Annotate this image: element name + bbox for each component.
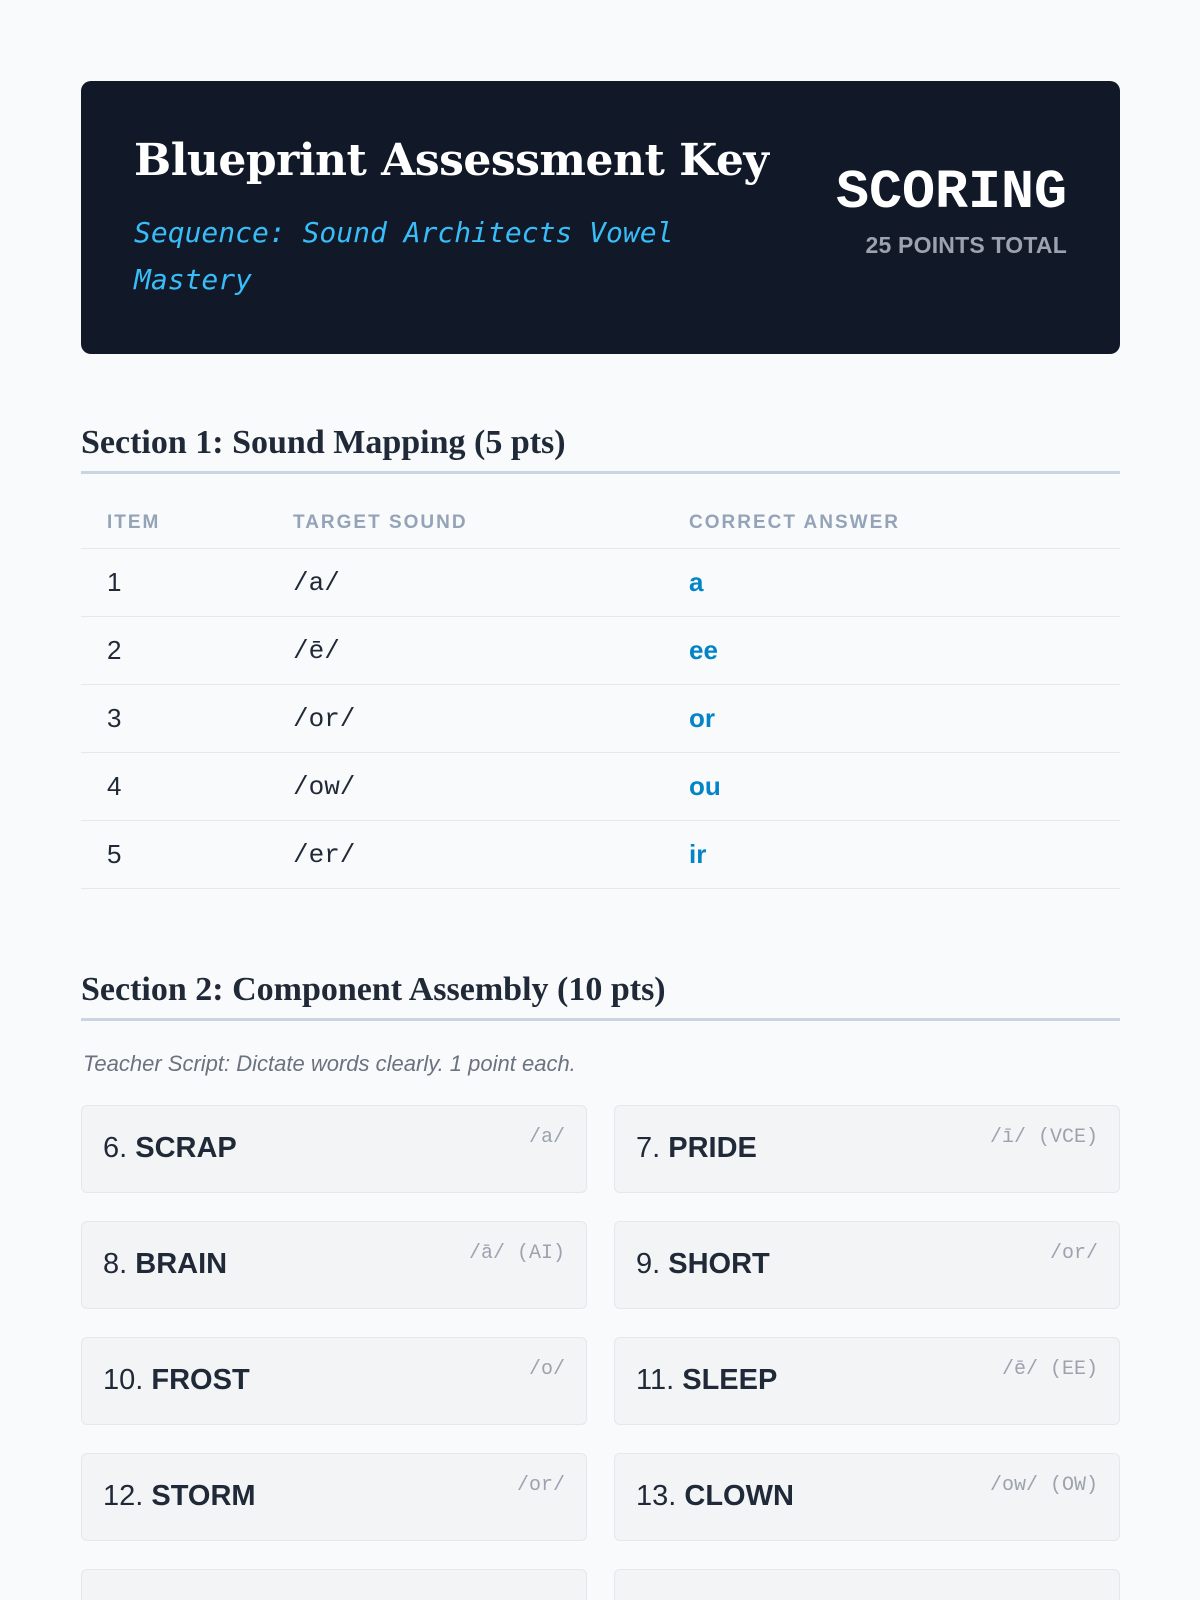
correct-answer: or (663, 685, 1120, 753)
word-number: 8. (103, 1248, 128, 1281)
dictation-word: PRIDE (668, 1132, 757, 1165)
points-total: 25 POINTS TOTAL (865, 232, 1067, 258)
section-1-heading: Section 1: Sound Mapping (5 pts) (81, 424, 1120, 474)
word-card (614, 1337, 1120, 1425)
scoring-label: SCORING (835, 161, 1067, 224)
word-entry (103, 1248, 227, 1281)
phonics-pattern: /or/ (516, 1474, 565, 1498)
word-entry (636, 1480, 794, 1513)
correct-answer: ee (663, 617, 1120, 685)
word-entry (103, 1364, 250, 1397)
word-number: 7. (636, 1132, 661, 1165)
item-number: 4 (81, 753, 267, 821)
table-row (81, 617, 1120, 685)
target-sound: /er/ (267, 821, 663, 889)
dictation-word: STORM (151, 1480, 256, 1513)
table-row (81, 549, 1120, 617)
page-content (81, 81, 1120, 1513)
header-banner (81, 81, 1120, 354)
word-number: 10. (103, 1364, 144, 1397)
word-card (614, 1453, 1120, 1541)
phonics-pattern: /ow/ (OW) (989, 1474, 1098, 1498)
word-card (81, 1337, 587, 1425)
item-number: 1 (81, 549, 267, 617)
item-number: 5 (81, 821, 267, 889)
word-entry (636, 1248, 770, 1281)
dictation-word: CLOWN (684, 1480, 794, 1513)
word-number: 6. (103, 1132, 128, 1165)
section-component-assembly (81, 971, 1120, 1600)
column-header-target-sound: TARGET SOUND (267, 500, 663, 549)
section-sound-mapping (81, 424, 1120, 889)
word-card (614, 1105, 1120, 1193)
teacher-script: Teacher Script: Dictate words clearly. 1 point each. (83, 1051, 576, 1077)
word-card (81, 1453, 587, 1541)
table-row (81, 685, 1120, 753)
word-card (614, 1221, 1120, 1309)
word-number: 12. (103, 1480, 144, 1513)
column-header-correct-answer: CORRECT ANSWER (663, 500, 1120, 549)
word-number: 11. (636, 1364, 675, 1397)
phonics-pattern: /or/ (1049, 1242, 1098, 1266)
word-card-partial (614, 1569, 1120, 1600)
target-sound: /or/ (267, 685, 663, 753)
word-entry (103, 1132, 237, 1165)
target-sound: /a/ (267, 549, 663, 617)
column-header-item: ITEM (81, 500, 267, 549)
phonics-pattern: /ē/ (EE) (1001, 1358, 1098, 1382)
word-entry (103, 1480, 256, 1513)
correct-answer: ou (663, 753, 1120, 821)
word-card (81, 1221, 587, 1309)
phonics-pattern: /ā/ (AI) (468, 1242, 565, 1266)
dictation-word: SLEEP (682, 1364, 778, 1397)
dictation-word: FROST (151, 1364, 250, 1397)
table-header-row (81, 500, 1120, 549)
sequence-subtitle: Sequence: Sound Architects Vowel Mastery (134, 216, 674, 296)
word-entry (636, 1132, 757, 1165)
word-number: 13. (636, 1480, 677, 1513)
target-sound: /ē/ (267, 617, 663, 685)
word-number: 9. (636, 1248, 661, 1281)
dictation-word-grid (81, 1105, 1120, 1600)
page-title: Blueprint Assessment Key (134, 135, 769, 186)
dictation-word: SHORT (668, 1248, 770, 1281)
word-card (81, 1105, 587, 1193)
correct-answer: ir (663, 821, 1120, 889)
correct-answer: a (663, 549, 1120, 617)
table-row (81, 753, 1120, 821)
phonics-pattern: /ī/ (VCE) (989, 1126, 1098, 1150)
scoring-summary (835, 161, 1067, 259)
target-sound: /ow/ (267, 753, 663, 821)
phonics-pattern: /o/ (528, 1358, 565, 1382)
table-row (81, 821, 1120, 889)
item-number: 3 (81, 685, 267, 753)
phonics-pattern: /a/ (528, 1126, 565, 1150)
sound-mapping-table (81, 500, 1120, 889)
dictation-word: SCRAP (135, 1132, 237, 1165)
dictation-word: BRAIN (135, 1248, 228, 1281)
item-number: 2 (81, 617, 267, 685)
word-card-partial (81, 1569, 587, 1600)
section-2-heading: Section 2: Component Assembly (10 pts) (81, 971, 1120, 1021)
word-entry (636, 1364, 777, 1397)
